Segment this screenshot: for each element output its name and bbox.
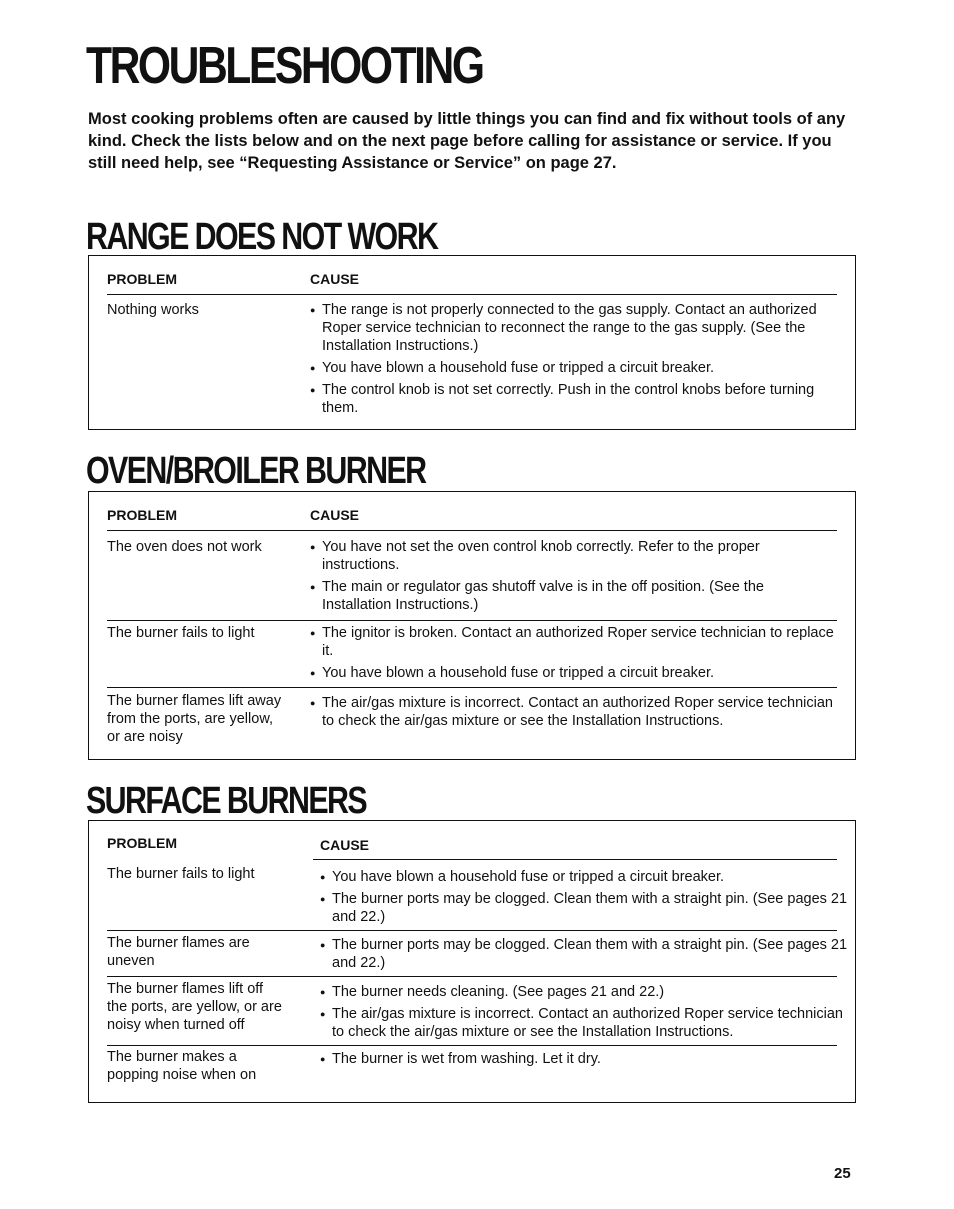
section-title-range: RANGE DOES NOT WORK xyxy=(86,216,438,258)
row-divider xyxy=(107,930,837,931)
problem-text: The burner flames lift off the ports, are yellow, or are noisy when turned off xyxy=(107,981,282,1033)
header-problem: PROBLEM xyxy=(107,271,177,287)
problem-text: The burner makes a popping noise when on xyxy=(107,1049,257,1083)
section-title-surface: SURFACE BURNERS xyxy=(86,780,367,822)
row-divider xyxy=(107,687,837,688)
header-rule xyxy=(107,294,837,295)
cause-text: ● The control knob is not set correctly. Push in the control knobs before turning them. xyxy=(310,381,834,417)
row-divider xyxy=(107,1045,837,1046)
intro-text: Most cooking problems often are caused by little things you can find and fix without tools of any kind. Check the lists below and on the next page before calling for assistance or service. If you still need help, see “Requesting Assistance or Service” on page 27. xyxy=(88,110,846,172)
header-cause: CAUSE xyxy=(310,507,360,523)
cause-text: ● The range is not properly connected to the gas supply. Contact an authorized Roper service technician to reconnect the range to the gas supply. (See the Installation Instructions.) xyxy=(310,301,834,355)
header-cause: CAUSE xyxy=(320,837,370,853)
page-title: TROUBLESHOOTING xyxy=(86,37,483,95)
page-number: 25 xyxy=(834,1165,851,1182)
header-problem: PROBLEM xyxy=(107,507,177,523)
cause-text: ● You have blown a household fuse or tripped a circuit breaker. xyxy=(310,359,834,377)
table-oven xyxy=(88,491,856,760)
problem-text: The oven does not work xyxy=(107,539,262,555)
cause-text: ● You have not set the oven control knob correctly. Refer to the proper instructions. xyxy=(310,538,834,574)
cause-text: ● You have blown a household fuse or tripped a circuit breaker. xyxy=(320,868,852,886)
cause-text: ● The burner ports may be clogged. Clean them with a straight pin. (See pages 21 and 22.) xyxy=(320,936,852,972)
table-surface xyxy=(88,820,856,1103)
problem-text: The burner fails to light xyxy=(107,625,255,641)
cause-text: ● You have blown a household fuse or tripped a circuit breaker. xyxy=(310,664,834,682)
cause-text: ● The burner ports may be clogged. Clean them with a straight pin. (See pages 21 and 22.) xyxy=(320,890,852,926)
row-divider xyxy=(107,620,837,621)
cause-text: ● The burner needs cleaning. (See pages 21 and 22.) xyxy=(320,983,852,1001)
header-rule xyxy=(313,859,837,860)
cause-text: ● The burner is wet from washing. Let it dry. xyxy=(320,1050,852,1068)
cause-text: ● The air/gas mixture is incorrect. Contact an authorized Roper service technician to check the air/gas mixture or see the Installation Instructions. xyxy=(320,1005,852,1041)
header-cause: CAUSE xyxy=(310,271,360,287)
cause-text: ● The main or regulator gas shutoff valve is in the off position. (See the Installation Instructions.) xyxy=(310,578,834,614)
problem-text: The burner flames are uneven xyxy=(107,935,250,969)
header-problem: PROBLEM xyxy=(107,835,177,851)
table-range xyxy=(88,255,856,430)
problem-text: The burner flames lift away from the ports, are yellow, or are noisy xyxy=(107,693,282,745)
problem-text: Nothing works xyxy=(107,302,199,318)
problem-text: The burner fails to light xyxy=(107,866,255,882)
cause-text: ● The ignitor is broken. Contact an authorized Roper service technician to replace it. xyxy=(310,624,834,660)
cause-text: ● The air/gas mixture is incorrect. Contact an authorized Roper service technician to check the air/gas mixture or see the Installation Instructions. xyxy=(310,694,834,730)
row-divider xyxy=(107,976,837,977)
section-title-oven: OVEN/BROILER BURNER xyxy=(86,450,426,492)
header-rule xyxy=(107,530,837,531)
